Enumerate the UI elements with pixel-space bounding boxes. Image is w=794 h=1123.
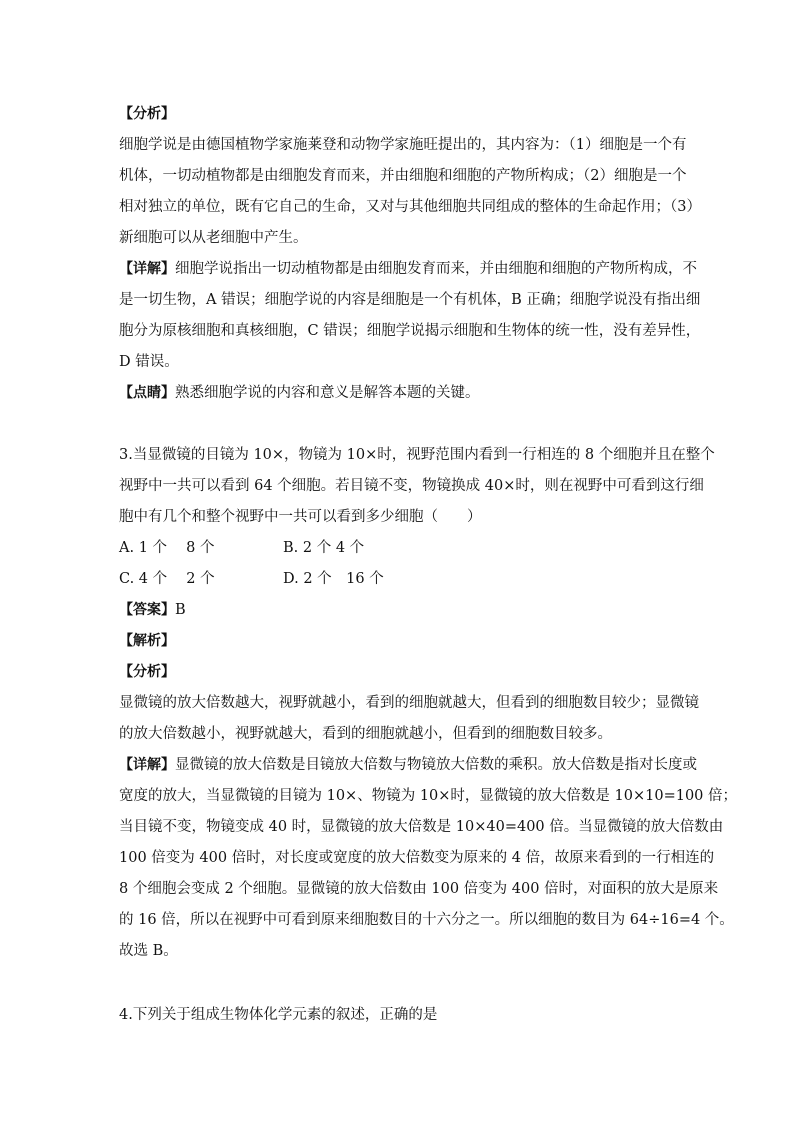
q3-detail-line-7: 故选 B。 [119,943,178,959]
jiexi-heading: 【解析】 [119,633,175,649]
q3-analysis-heading: 【分析】 [119,664,175,680]
q3-detail-line-5: 8 个细胞会变成 2 个细胞。显微镜的放大倍数由 100 倍变为 400 倍时，对面积的放大是原来 [119,881,719,897]
answer-value: B [175,602,186,618]
q3-detail-line-2: 宽度的放大，当显微镜的目镜为 10×、物镜为 10×时，显微镜的放大倍数是 10×10=100 倍； [119,788,738,804]
detail-heading: 【详解】 [119,261,175,277]
analysis-line-1: 细胞学说是由德国植物学家施莱登和动物学家施旺提出的，其内容为：（1）细胞是一个有 [119,137,687,153]
analysis-line-4: 新细胞可以从老细胞中产生。 [119,230,308,246]
detail-line-3: 胞分为原核细胞和真核细胞，C 错误；细胞学说揭示细胞和生物体的统一性，没有差异性， [119,323,701,339]
q3-analysis-line-2: 的放大倍数越小，视野就越大，看到的细胞就越小，但看到的细胞数目较多。 [119,726,612,742]
analysis-line-2: 机体，一切动植物都是由细胞发育而来，并由细胞和细胞的产物所构成；（2）细胞是一个 [119,168,687,184]
point-text: 熟悉细胞学说的内容和意义是解答本题的关键。 [175,385,480,401]
q3-analysis-line-1: 显微镜的放大倍数越大，视野就越小，看到的细胞就越大，但看到的细胞数目较少；显微镜 [119,695,699,711]
q3-detail-line-1: 显微镜的放大倍数是目镜放大倍数与物镜放大倍数的乘积。放大倍数是指对长度或 [175,757,697,773]
analysis-heading: 【分析】 [119,106,175,122]
q3-detail-line-4: 100 倍变为 400 倍时，对长度或宽度的放大倍数变为原来的 4 倍，故原来看到的一行相连的 [119,850,715,866]
q3-detail-line-6: 的 16 倍，所以在视野中可看到原来细胞数目的十六分之一。所以细胞的数目为 64÷16=4 个。 [119,912,734,928]
detail-line-2: 是一切生物，A 错误；细胞学说的内容是细胞是一个有机体，B 正确；细胞学说没有指出细 [119,292,701,308]
option-c: C. 4 个 2 个 [119,571,215,587]
detail-line-4: D 错误。 [119,354,179,370]
detail-line-1: 细胞学说指出一切动植物都是由细胞发育而来，并由细胞和细胞的产物所构成，不 [175,261,697,277]
q4-stem: 4.下列关于组成生物体化学元素的叙述，正确的是 [119,1007,438,1023]
answer-line [119,595,186,626]
answer-heading: 【答案】 [119,602,175,618]
q3-stem-line-2: 视野中一共可以看到 64 个细胞。若目镜不变，物镜换成 40×时，则在视野中可看到这行细 [119,478,704,494]
q3-detail-line-3: 当目镜不变，物镜变成 40 时，显微镜的放大倍数是 10×40=400 倍。当显微镜的放大倍数由 [119,819,724,835]
q3-stem-line-1: 3.当显微镜的目镜为 10×，物镜为 10×时，视野范围内看到一行相连的 8 个细胞并且在整个 [119,447,715,463]
detail-paragraph-first [119,254,697,285]
point-heading: 【点睛】 [119,385,175,401]
option-d: D. 2 个 16 个 [283,571,384,587]
q3-detail-heading: 【详解】 [119,757,175,773]
q3-detail-paragraph-first [119,750,697,781]
option-a: A. 1 个 8 个 [119,540,215,556]
point-paragraph [119,378,480,409]
q3-stem-line-3: 胞中有几个和整个视野中一共可以看到多少细胞（ ） [119,509,482,525]
analysis-line-3: 相对独立的单位，既有它自己的生命，又对与其他细胞共同组成的整体的生命起作用；（3） [119,199,701,215]
option-b: B. 2 个 4 个 [283,540,365,556]
